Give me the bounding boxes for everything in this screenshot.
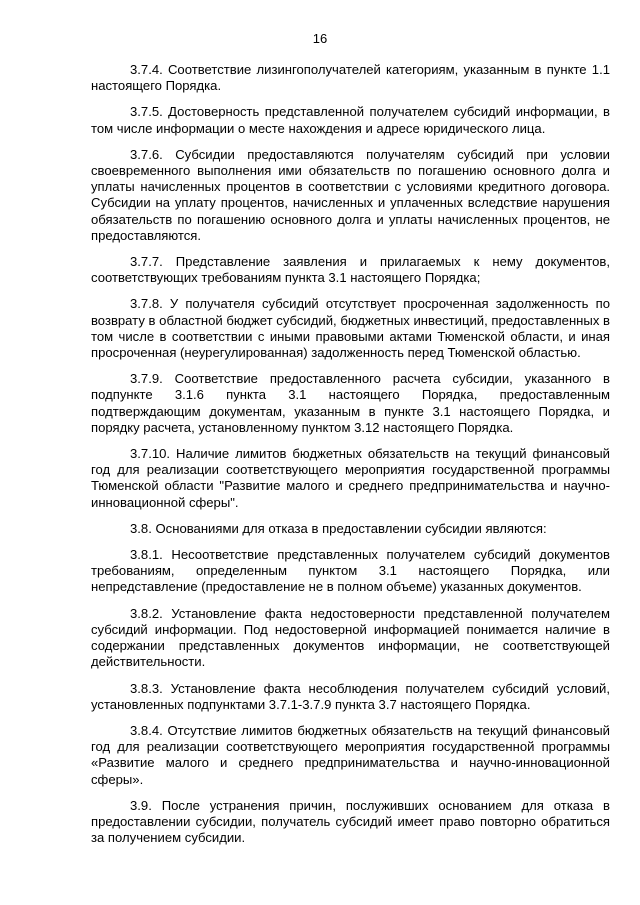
paragraph-3-7-4: 3.7.4. Соответствие лизингополучателей категориям, указанным в пункте 1.1 настоящего Порядка. bbox=[91, 62, 610, 94]
paragraph-3-7-9: 3.7.9. Соответствие предоставленного расчета субсидии, указанного в подпункте 3.1.6 пункта 3.1 настоящего Порядка, предоставленным подтверждающим документам, указанным в пункте 3.1 настоящего Порядка, и порядку расчета, установленному пунктом 3.12 настоящего Порядка. bbox=[91, 371, 610, 435]
paragraph-3-8-3: 3.8.3. Установление факта несоблюдения получателем субсидий условий, установленных подпунктами 3.7.1-3.7.9 пункта 3.7 настоящего Порядка. bbox=[91, 680, 610, 712]
paragraph-3-8-1: 3.8.1. Несоответствие представленных получателем субсидий документов требованиям, определенным пунктом 3.1 настоящего Порядка, или непредставление (предоставление не в полном объеме) указанных документов. bbox=[91, 547, 610, 595]
paragraph-3-7-8: 3.7.8. У получателя субсидий отсутствует просроченная задолженность по возврату в областной бюджет субсидий, бюджетных инвестиций, предоставленных в том числе в соответствии с иными правовыми актами Тюменской области, и иная просроченная (неурегулированная) задолженность перед Тюменской областью. bbox=[91, 296, 610, 361]
paragraph-3-7-10: 3.7.10. Наличие лимитов бюджетных обязательств на текущий финансовый год для реализации соответствующего мероприятия государственной программы Тюменской области "Развитие малого и среднего предпринимательства и научно-инновационной сферы". bbox=[91, 446, 610, 510]
document-body bbox=[91, 62, 610, 856]
paragraph-3-7-6: 3.7.6. Субсидии предоставляются получателям субсидий при условии своевременного выполнения ими обязательств по погашению основного долга и уплаты начисленных процентов в соответствии с условиями кредитного договора. Субсидии на уплату процентов, начисленных и уплаченных вследствие нарушения обязательств по погашению основного долга и уплаты начисленных процентов, не предоставляются. bbox=[91, 146, 610, 243]
paragraph-3-8-2: 3.8.2. Установление факта недостоверности представленной получателем субсидий информации. Под недостоверной информацией понимается наличие в содержании представленных документов информации, не соответствующей действительности. bbox=[91, 605, 610, 670]
paragraph-3-7-5: 3.7.5. Достоверность представленной получателем субсидий информации, в том числе информации о месте нахождения и адресе юридического лица. bbox=[91, 104, 610, 136]
paragraph-3-8-4: 3.8.4. Отсутствие лимитов бюджетных обязательств на текущий финансовый год для реализации соответствующего мероприятия государственной программы «Развитие малого и среднего предпринимательства и научно-инновационной сферы». bbox=[91, 722, 610, 787]
paragraph-3-8: 3.8. Основаниями для отказа в предоставлении субсидии являются: bbox=[130, 520, 547, 536]
paragraph-3-9: 3.9. После устранения причин, послуживших основанием для отказа в предоставлении субсидии, получатель субсидий имеет право повторно обратиться за получением субсидии. bbox=[91, 797, 610, 846]
paragraph-3-7-7: 3.7.7. Представление заявления и прилагаемых к нему документов, соответствующих требованиям пункта 3.1 настоящего Порядка; bbox=[91, 254, 610, 286]
page-number: 16 bbox=[312, 31, 328, 46]
